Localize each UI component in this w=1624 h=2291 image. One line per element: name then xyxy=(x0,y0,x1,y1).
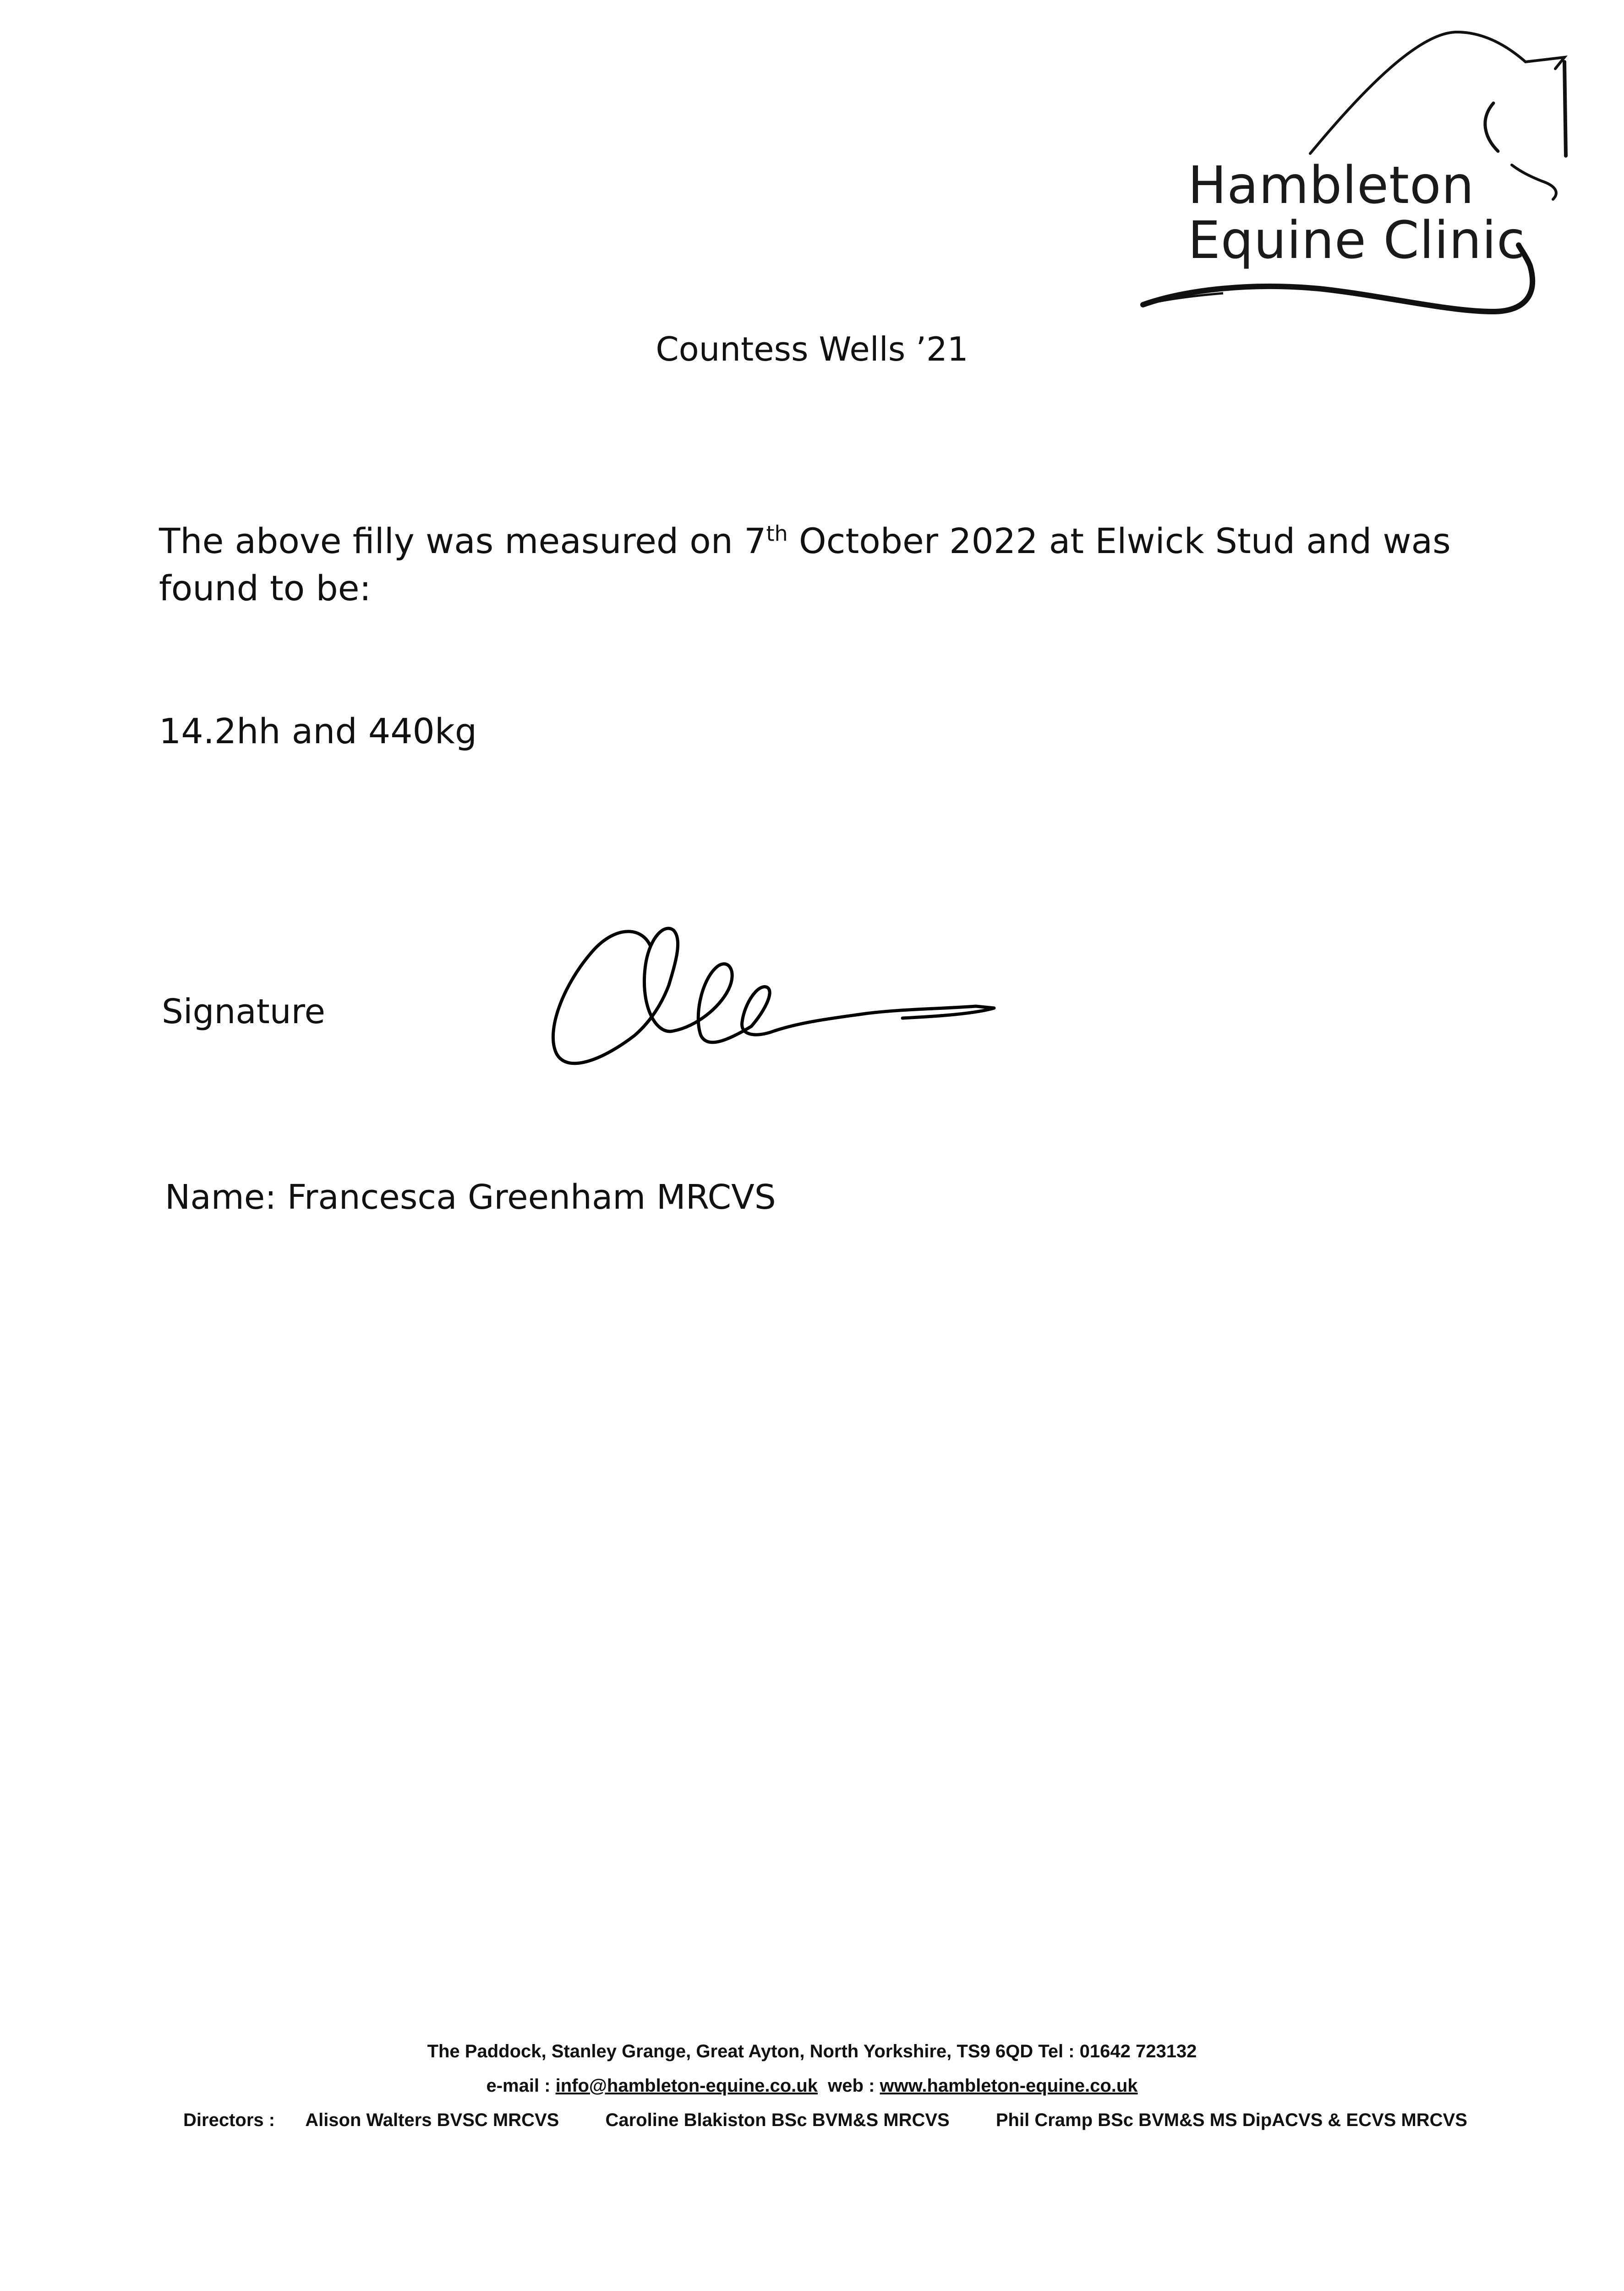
logo-text-line1: Hambleton xyxy=(1188,156,1475,215)
website-link[interactable]: www.hambleton-equine.co.uk xyxy=(880,2076,1138,2096)
statement-ordinal-suffix: th xyxy=(766,521,788,546)
signatory-name: Name: Francesca Greenham MRCVS xyxy=(165,1178,776,1217)
footer-address: The Paddock, Stanley Grange, Great Ayton, North Yorkshire, TS9 6QD Tel : 01642 723132 xyxy=(427,2041,1197,2061)
directors-label: Directors : xyxy=(183,2110,275,2130)
signature-label: Signature xyxy=(162,992,325,1031)
clinic-logo xyxy=(1127,18,1576,330)
email-link[interactable]: info@hambleton-equine.co.uk xyxy=(555,2076,818,2096)
handwritten-signature xyxy=(536,898,1049,1091)
email-label: e-mail : xyxy=(486,2076,556,2096)
director-name: Phil Cramp BSc BVM&S MS DipACVS & ECVS MRCVS xyxy=(995,2110,1467,2130)
director-name: Alison Walters BVSC MRCVS xyxy=(305,2110,559,2130)
measurement-result: 14.2hh and 440kg xyxy=(159,711,477,751)
document-title: Countess Wells ’21 xyxy=(656,330,968,368)
measurement-statement xyxy=(159,518,1465,612)
web-label: web : xyxy=(817,2076,880,2096)
footer-contact xyxy=(0,2076,1624,2096)
statement-text-part1: The above filly was measured on 7 xyxy=(159,521,766,561)
logo-text-line2: Equine Clinic xyxy=(1188,211,1526,270)
statement-text-part2: October 2022 at Elwick Stud and was found to be: xyxy=(159,521,1451,608)
footer-directors xyxy=(183,2110,1558,2131)
director-name: Caroline Blakiston BSc BVM&S MRCVS xyxy=(605,2110,950,2130)
